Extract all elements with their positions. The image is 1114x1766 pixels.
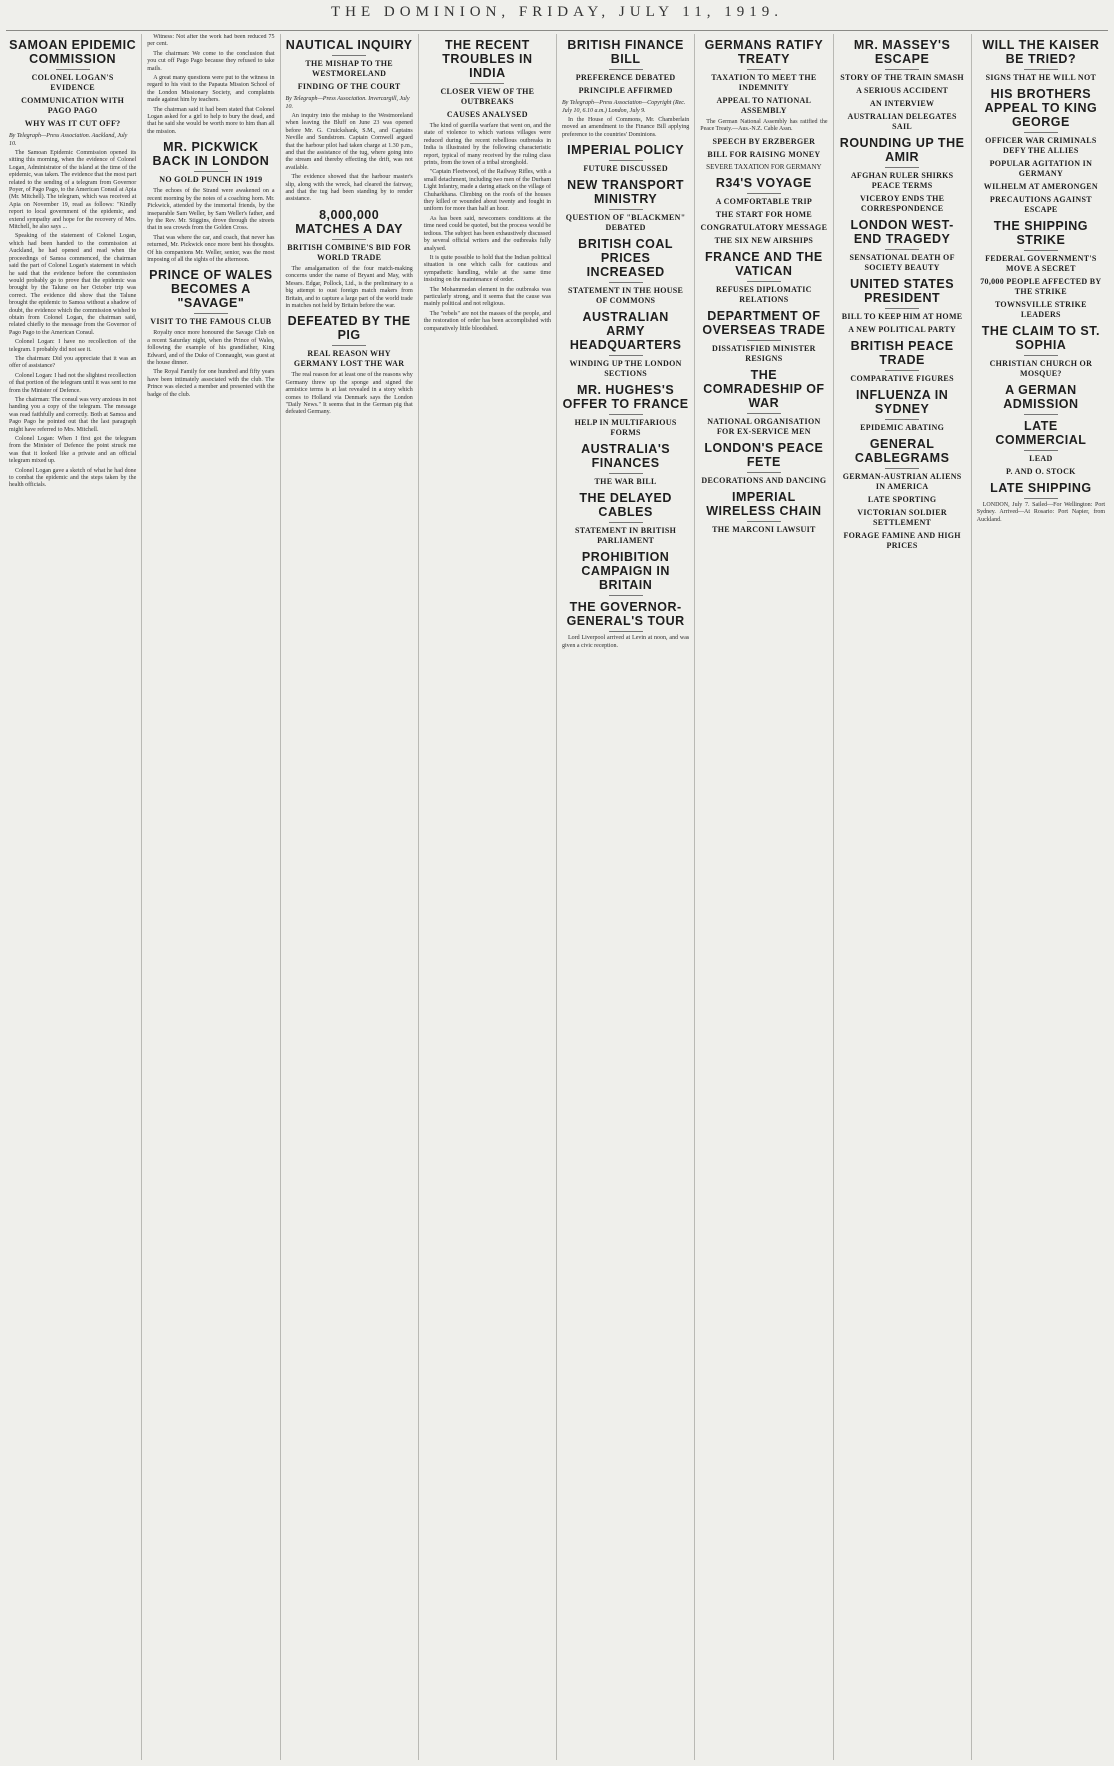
subheading: BRITISH COMBINE'S BID FOR WORLD TRADE — [287, 242, 411, 262]
subheading: WILHELM AT AMERONGEN — [983, 182, 1098, 191]
article-paragraph: "Captain Fleetwood, of the Railway Rifles, with a small detachment, including two men of the Durham Light Infantry, made a daring attack on the village of Chuharkhana. Climbing on the roofs of the houses they killed or wounded about twenty and fought in uniform for more than half an hour. — [423, 169, 551, 213]
headline-divider — [609, 69, 643, 70]
subheading: VICEROY ENDS THE CORRESPONDENCE — [859, 194, 945, 213]
subheading: OFFICER WAR CRIMINALS DEFY THE ALLIES — [985, 136, 1097, 155]
column-4 — [419, 34, 557, 1760]
masthead: THE DOMINION, FRIDAY, JULY 11, 1919. — [331, 4, 783, 20]
headline-divider — [609, 631, 643, 632]
headline-divider — [747, 413, 781, 414]
subheading: STORY OF THE TRAIN SMASH — [840, 73, 964, 82]
article-paragraph: The Mohammedan element in the outbreaks was particularly strong, and it seems that the cause was mainly political and not religious. — [423, 286, 551, 308]
subheading: AFGHAN RULER SHIRKS PEACE TERMS — [850, 171, 954, 190]
headline-divider — [609, 160, 643, 161]
headline: A GERMAN ADMISSION — [1003, 383, 1079, 411]
headline: IMPERIAL POLICY — [567, 143, 685, 158]
article-paragraph: In the House of Commons, Mr. Chamberlain moved an amendment to the Finance Bill applying preference to the countries' Dominions. — [562, 117, 690, 138]
subheading: THE START FOR HOME — [715, 209, 812, 219]
byline: By Telegraph—Press Association—Copyright (Rec. July 10, 6.10 a.m.) London, July 9. — [562, 100, 686, 114]
headline-divider — [747, 340, 781, 341]
subheading: POPULAR AGITATION IN GERMANY — [989, 159, 1093, 178]
article-paragraph: As has been said, newcomers conditions at the time need could be quoted, but the process would be tedious. The subject has been exhaustively discussed by several official writers and the outbreaks fully analysed. — [423, 215, 551, 252]
subheading: FEDERAL GOVERNMENT'S MOVE A SECRET — [985, 254, 1097, 273]
subheading: BILL FOR RAISING MONEY — [707, 149, 821, 159]
headline: SAMOAN EPIDEMIC COMMISSION — [9, 38, 137, 66]
headline-divider — [332, 345, 366, 346]
subheading: BILL TO KEEP HIM AT HOME — [841, 312, 963, 321]
article-paragraph: Royalty once more honoured the Savage Club on a recent Saturday night, when the Prince of Wales, following the example of his grandfather, King Edward, and of the Duke of Connaught, was guest at the house dinner. — [147, 330, 275, 366]
article-paragraph: Colonel Logan: I have no recollection of the telegram. I probably did not see it. — [9, 339, 137, 353]
article-paragraph: Colonel Logan gave a sketch of what he had done to combat the epidemic and the steps taken by the health officials. — [9, 467, 137, 489]
article-paragraph: The German National Assembly has ratified the Peace Treaty.—Aus.-N.Z. Cable Assn. — [700, 119, 828, 133]
subheading: AUSTRALIAN DELEGATES SAIL — [847, 112, 957, 131]
headline: BRITISH FINANCE BILL — [567, 38, 684, 66]
headline-divider — [885, 419, 919, 420]
subheading: COLONEL LOGAN'S EVIDENCE — [31, 73, 114, 92]
byline: By Telegraph—Press Association. Invercargill, July 10. — [285, 96, 410, 110]
headline: DEPARTMENT OF OVERSEAS TRADE — [702, 308, 826, 337]
headline-divider — [470, 83, 504, 84]
headline-divider — [747, 521, 781, 522]
article-paragraph: Witness: Not after the work had been reduced 75 per cent. — [147, 34, 275, 48]
column-5 — [557, 34, 695, 1760]
subheading: NO GOLD PUNCH IN 1919 — [159, 175, 263, 185]
headline: WILL THE KAISER BE TRIED? — [982, 38, 1100, 66]
subheading: THE WAR BILL — [594, 477, 657, 487]
headline-divider — [747, 69, 781, 70]
headline-divider — [609, 473, 643, 474]
subheading: CHRISTIAN CHURCH OR MOSQUE? — [989, 359, 1093, 378]
subheading: LEAD — [1029, 454, 1053, 463]
subheading: CAUSES ANALYSED — [446, 110, 528, 119]
byline: By Telegraph—Press Association. Auckland, July 10. — [9, 133, 128, 147]
subheading: LATE SPORTING — [867, 495, 937, 504]
headline: MR. HUGHES'S OFFER TO FRANCE — [562, 383, 689, 412]
headline: THE GOVERNOR-GENERAL'S TOUR — [566, 600, 685, 629]
subheading: APPEAL TO NATIONAL ASSEMBLY — [716, 96, 812, 115]
subheading: NATIONAL ORGANISATION FOR EX-SERVICE MEN — [707, 416, 821, 436]
headline: AUSTRALIAN ARMY HEADQUARTERS — [569, 310, 682, 353]
subheading: THE MISHAP TO THE WESTMORELAND — [305, 59, 393, 78]
subheading: A SERIOUS ACCIDENT — [856, 86, 949, 95]
subheading: WHY WAS IT CUT OFF? — [24, 119, 121, 128]
subheading: REAL REASON WHY GERMANY LOST THE WAR — [293, 349, 405, 369]
subheading: PRINCIPLE AFFIRMED — [578, 86, 673, 95]
headline-divider — [332, 239, 366, 240]
subheading: FUTURE DISCUSSED — [583, 164, 668, 174]
article-paragraph: An inquiry into the mishap to the Westmoreland when leaving the Bluff on June 23 was opened before Mr. G. Cruickshank, S.M., and Captains Neville and Sundstrom. Captain Cornwell argued that the harbour pilot had taken charge at 1.30 p.m., and that the assistance of the tug, where going into the stream and thereby effecting the drift, was not available. — [285, 113, 413, 171]
article-paragraph: The Royal Family for one hundred and fifty years have been intimately associated with the club. The Prince was elected a member and presented with the badge of the club. — [147, 369, 275, 398]
headline: AUSTRALIA'S FINANCES — [581, 442, 671, 471]
subheading: WINDING UP THE LONDON SECTIONS — [569, 359, 682, 379]
columns — [4, 34, 1110, 1760]
column-2 — [142, 34, 280, 1760]
subheading: SIGNS THAT HE WILL NOT — [985, 73, 1097, 82]
article-paragraph: Colonel Logan: I had not the slightest recollection of that portion of the telegram until it was sent to me from the Minister of Defence. — [9, 372, 137, 394]
headline-divider — [1024, 132, 1058, 133]
article-paragraph: The real reason for at least one of the reasons why Germany threw up the sponge and signed the armistice terms is at last revealed in a story which comes to Holland via Denmark says the London "Daily News." It seems that in the German pig that defeated Germany. — [285, 372, 413, 416]
headline-divider — [609, 282, 643, 283]
headline-divider — [885, 468, 919, 469]
headline-divider — [885, 69, 919, 70]
headline: PROHIBITION CAMPAIGN IN BRITAIN — [581, 550, 670, 593]
subheading: A NEW POLITICAL PARTY — [848, 325, 956, 334]
subheading: STATEMENT IN BRITISH PARLIAMENT — [575, 526, 677, 546]
headline: NAUTICAL INQUIRY — [285, 38, 413, 52]
headline: MR. PICKWICK BACK IN LONDON — [152, 140, 270, 169]
column-3 — [281, 34, 419, 1760]
article-paragraph: The kind of guerilla warfare that went on, and the state of violence to which various villages were reduced during the recent rebellious outbreaks in India is illustrated by the following characteristic report, typical of many received by the ruling class prints, from the town of a tribal stronghold. — [423, 123, 551, 167]
article-paragraph: Lord Liverpool arrived at Levin at noon, and was given a civic reception. — [562, 635, 690, 649]
subheading: SPEECH BY ERZBERGER — [712, 136, 816, 146]
masthead-rule — [6, 30, 1108, 31]
article-paragraph: Colonel Logan: When I first got the telegram from the Minister of Defence the point struck me was that it looked like a private and an official telegram mixed up. — [9, 436, 137, 465]
subheading: 70,000 PEOPLE AFFECTED BY THE STRIKE — [980, 277, 1102, 296]
headline-divider — [1024, 450, 1058, 451]
headline: LATE COMMERCIAL — [995, 419, 1087, 447]
subheading: VICTORIAN SOLDIER SETTLEMENT — [857, 508, 947, 527]
subheading: CONGRATULATORY MESSAGE — [700, 222, 828, 232]
subheading: EPIDEMIC ABATING — [860, 423, 945, 432]
subheading: FINDING OF THE COURT — [297, 82, 401, 91]
headline-divider — [747, 472, 781, 473]
headline: GERMANS RATIFY TREATY — [704, 38, 824, 66]
subheading: PRECAUTIONS AGAINST ESCAPE — [989, 195, 1092, 214]
subheading: GERMAN-AUSTRIAN ALIENS IN AMERICA — [842, 472, 962, 491]
article-paragraph: That was where the car, and coach, that never has returned, Mr. Pickwick once more bent his thoughts. Of his companions Mr. Weller, senior, was the most imposing of all the sights of the afternoon. — [147, 234, 275, 263]
article-paragraph: The chairman said it had been stated that Colonel Logan asked for a girl to help to bury the dead, and that he said she would be worth more to him than all the mission. — [147, 106, 275, 135]
headline: ROUNDING UP THE AMIR — [839, 136, 965, 164]
headline-divider — [332, 55, 366, 56]
subheading: TAXATION TO MEET THE INDEMNITY — [711, 73, 817, 92]
headline-divider — [885, 249, 919, 250]
subheading: COMPARATIVE FIGURES — [850, 374, 954, 383]
headline: PRINCE OF WALES BECOMES A "SAVAGE" — [149, 268, 273, 311]
headline-divider — [1024, 414, 1058, 415]
headline-divider — [1024, 250, 1058, 251]
article-paragraph: The echoes of the Strand were awakened on a recent morning by the notes of a coaching horn. Mr. Pickwick, attended by the immortal friends, by the inseparable Sam Weller, by Sam Weller's father, and by the Rev. Mr. Stiggins, drove through the streets that in sea crowds from the Golden Cross. — [147, 188, 275, 232]
headline: UNITED STATES PRESIDENT — [850, 277, 955, 305]
headline-divider — [885, 167, 919, 168]
headline-divider — [747, 193, 781, 194]
deck: SEVERE TAXATION FOR GERMANY — [706, 162, 822, 171]
subheading: A COMFORTABLE TRIP — [715, 196, 813, 206]
article-paragraph: The "rebels" are not the masses of the people, and the restoration of order has been accomplished with comparatively little bloodshed. — [423, 310, 551, 332]
subheading: FORAGE FAMINE AND HIGH PRICES — [843, 531, 961, 550]
article-paragraph: LONDON, July 7. Sailed—For Wellington: Port Sydney. Arrived—At Rosario: Port Napier, from Auckland. — [976, 502, 1105, 523]
headline: MR. MASSEY'S ESCAPE — [853, 38, 951, 66]
subheading: STATEMENT IN THE HOUSE OF COMMONS — [568, 286, 684, 306]
headline-divider — [609, 595, 643, 596]
subheading: COMMUNICATION WITH PAGO PAGO — [21, 96, 125, 115]
headline-divider — [609, 414, 643, 415]
subheading: DECORATIONS AND DANCING — [701, 475, 827, 485]
headline: BRITISH COAL PRICES INCREASED — [578, 237, 674, 280]
headline-divider — [885, 370, 919, 371]
headline: NEW TRANSPORT MINISTRY — [567, 178, 685, 207]
subheading: THE SIX NEW AIRSHIPS — [714, 235, 814, 245]
headline-divider — [747, 281, 781, 282]
article-paragraph: Speaking of the statement of Colonel Logan, which had been handed to the commission at Auckland, he had opened and read when the proceedings of Samoa commenced, the chairman said the part of Colonel Logan's statement in which he said that the evidence before the commission would probably go to prove that the epidemic was brought by the Talune on her October trip was correct. The evidence did show that the Talune brought the epidemic to Samoa without a shadow of doubt, the evidence which the commission wished to obtain from Colonel Logan, the chairman said, related chiefly to the message from the Governor of Pago Pago to the American Consul. — [9, 233, 137, 336]
subheading: CLOSER VIEW OF THE OUTBREAKS — [440, 87, 535, 106]
headline-divider — [1024, 355, 1058, 356]
headline: DEFEATED BY THE PIG — [287, 314, 411, 343]
article-paragraph: A great many questions were put to the witness in regard to his visit to the Papauta Mission School of the London Missionary Society, and complaints made against him by teachers. — [147, 75, 275, 104]
article-paragraph: It is quite possible to hold that the Indian political situation is one which calls for cautious and sympathetic handling, while at the same time insisting on the maintenance of order. — [423, 254, 551, 284]
subheading: SENSATIONAL DEATH OF SOCIETY BEAUTY — [849, 253, 955, 272]
headline-divider — [194, 171, 228, 172]
article-paragraph: The amalgamation of the four match-making concerns under the name of Bryant and May, with Messrs. Edgar, Pollock, Ltd., is the preliminary to a big attempt to oust foreign match makers from Britain, and to capture a large part of the world trade in matches not held by Britain before the war. — [285, 265, 413, 309]
subheading: P. AND O. STOCK — [1006, 467, 1076, 476]
column-6 — [695, 34, 833, 1760]
subheading: QUESTION OF "BLACKMEN" DEBATED — [565, 213, 686, 233]
headline: LONDON WEST-END TRAGEDY — [850, 218, 954, 246]
headline: THE COMRADESHIP OF WAR — [703, 367, 825, 410]
headline: LONDON'S PEACE FETE — [704, 440, 824, 469]
headline: R34'S VOYAGE — [715, 175, 812, 190]
headline: LATE SHIPPING — [990, 481, 1092, 495]
subheading: HELP IN MULTIFARIOUS FORMS — [574, 418, 677, 438]
headline-divider — [194, 313, 228, 314]
headline: THE CLAIM TO ST. SOPHIA — [981, 324, 1100, 352]
headline-divider — [1024, 69, 1058, 70]
subheading: PREFERENCE DEBATED — [575, 73, 676, 82]
headline: IMPERIAL WIRELESS CHAIN — [706, 489, 822, 518]
headline-divider — [609, 522, 643, 523]
column-8 — [972, 34, 1110, 1760]
subheading: VISIT TO THE FAMOUS CLUB — [150, 317, 272, 327]
headline: 8,000,000 MATCHES A DAY — [295, 207, 403, 236]
headline: GENERAL CABLEGRAMS — [854, 437, 950, 465]
headline: THE DELAYED CABLES — [579, 491, 672, 520]
headline: BRITISH PEACE TRADE — [850, 339, 954, 367]
article-paragraph: The chairman: We come to the conclusion that you cut off Pago Pago because they refused to take mails. — [147, 50, 275, 72]
headline: FRANCE AND THE VATICAN — [705, 249, 823, 278]
article-paragraph: The chairman: The consul was very anxious in not handing you a copy of the telegram. The message was read faithfully and correctly. Both at Samoa and Pago Pago he pointed out that the last paragraph might have referred to Mrs. Mitchell. — [9, 397, 137, 433]
article-paragraph: The evidence showed that the harbour master's slip, along with the wreck, had cleared the fairway, and that the tug had been standing by to render assistance. — [285, 174, 413, 203]
subheading: THE MARCONI LAWSUIT — [712, 524, 816, 534]
headline-divider — [609, 355, 643, 356]
headline: THE SHIPPING STRIKE — [993, 219, 1088, 247]
article-paragraph: The Samoan Epidemic Commission opened its sitting this morning, when the evidence of Colonel Logan, Administrator of the island at the time of the epidemic, was taken. The evidence that the most part related to the sending of a telegram from Governor Poyer, of Pago Pago, to the American Consul at Apia (Mr. Mitchell). The telegram, which was received at Apia on November 19, read as follows: "Kindly report to local government of the epidemic, and extend sympathy and hope for the recovery of Mrs. Mitchell, he also says ... — [9, 150, 137, 231]
headline-divider — [885, 308, 919, 309]
subheading: AN INTERVIEW — [869, 99, 935, 108]
headline: HIS BROTHERS APPEAL TO KING GEORGE — [984, 87, 1098, 129]
subheading: REFUSES DIPLOMATIC RELATIONS — [716, 284, 812, 304]
subheading: DISSATISFIED MINISTER RESIGNS — [712, 343, 816, 363]
article-paragraph: The chairman: Did you appreciate that it was an offer of assistance? — [9, 355, 137, 370]
headline-divider — [56, 69, 90, 70]
subheading: TOWNSVILLE STRIKE LEADERS — [994, 300, 1087, 319]
column-1 — [4, 34, 142, 1760]
headline: INFLUENZA IN SYDNEY — [855, 388, 949, 416]
headline: THE RECENT TROUBLES IN INDIA — [442, 38, 533, 80]
headline-divider — [609, 209, 643, 210]
headline-divider — [1024, 498, 1058, 499]
column-7 — [834, 34, 972, 1760]
